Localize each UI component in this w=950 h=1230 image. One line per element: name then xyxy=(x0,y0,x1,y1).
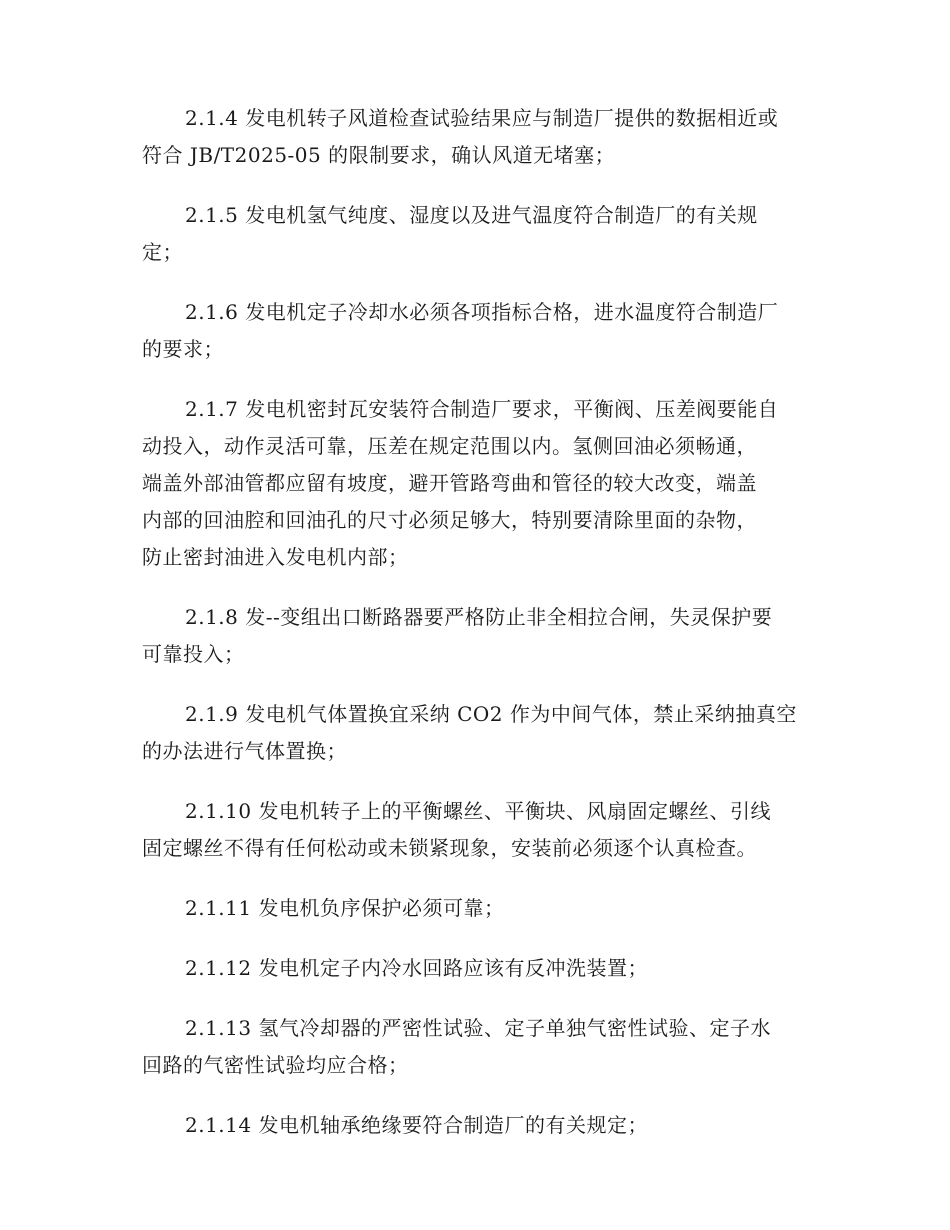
text-line: 2.1.13 氢气冷却器的严密性试验、定子单独气密性试验、定子水 xyxy=(185,1016,771,1040)
text-line: 2.1.5 发电机氢气纯度、湿度以及进气温度符合制造厂的有关规 xyxy=(185,203,758,227)
paragraph-2-1-5 xyxy=(142,197,812,271)
text-line: 2.1.6 发电机定子冷却水必须各项指标合格，进水温度符合制造厂 xyxy=(185,300,779,324)
text-line: 2.1.11 发电机负序保护必须可靠； xyxy=(185,896,505,920)
text-line: 可靠投入； xyxy=(142,642,245,666)
document-page xyxy=(142,100,812,1167)
paragraph-2-1-10 xyxy=(142,793,812,867)
text-line: 的要求； xyxy=(142,337,224,361)
text-line: 回路的气密性试验均应合格； xyxy=(142,1053,409,1077)
text-line: 符合 JB/T2025-05 的限制要求，确认风道无堵塞； xyxy=(142,143,616,167)
text-line: 端盖外部油管都应留有坡度，避开管路弯曲和管径的较大改变，端盖 xyxy=(142,471,757,495)
paragraph-2-1-14 xyxy=(142,1107,812,1144)
text-line: 2.1.8 发--变组出口断路器要严格防止非全相拉合闸，失灵保护要 xyxy=(185,605,773,629)
paragraph-2-1-4 xyxy=(142,100,812,174)
paragraph-2-1-13 xyxy=(142,1010,812,1084)
text-line: 内部的回油腔和回油孔的尺寸必须足够大，特别要清除里面的杂物， xyxy=(142,508,757,532)
text-line: 动投入，动作灵活可靠，压差在规定范围以内。氢侧回油必须畅通， xyxy=(142,434,757,458)
paragraph-2-1-6 xyxy=(142,294,812,368)
text-line: 固定螺丝不得有任何松动或未锁紧现象，安装前必须逐个认真检查。 xyxy=(142,836,757,860)
text-line: 的办法进行气体置换； xyxy=(142,739,347,763)
text-line: 2.1.14 发电机轴承绝缘要符合制造厂的有关规定； xyxy=(185,1113,648,1137)
text-line: 2.1.9 发电机气体置换宜采纳 CO2 作为中间气体，禁止采纳抽真空 xyxy=(185,702,797,726)
paragraph-2-1-12 xyxy=(142,950,812,987)
text-line: 定； xyxy=(142,240,183,264)
text-line: 2.1.10 发电机转子上的平衡螺丝、平衡块、风扇固定螺丝、引线 xyxy=(185,799,771,823)
paragraph-2-1-9 xyxy=(142,696,812,770)
text-line: 2.1.4 发电机转子风道检查试验结果应与制造厂提供的数据相近或 xyxy=(185,106,779,130)
paragraph-2-1-8 xyxy=(142,599,812,673)
paragraph-2-1-11 xyxy=(142,890,812,927)
text-line: 2.1.7 发电机密封瓦安装符合制造厂要求，平衡阀、压差阀要能自 xyxy=(185,397,779,421)
text-line: 2.1.12 发电机定子内冷水回路应该有反冲洗装置； xyxy=(185,956,648,980)
paragraph-2-1-7 xyxy=(142,391,812,576)
text-line: 防止密封油进入发电机内部； xyxy=(142,545,409,569)
